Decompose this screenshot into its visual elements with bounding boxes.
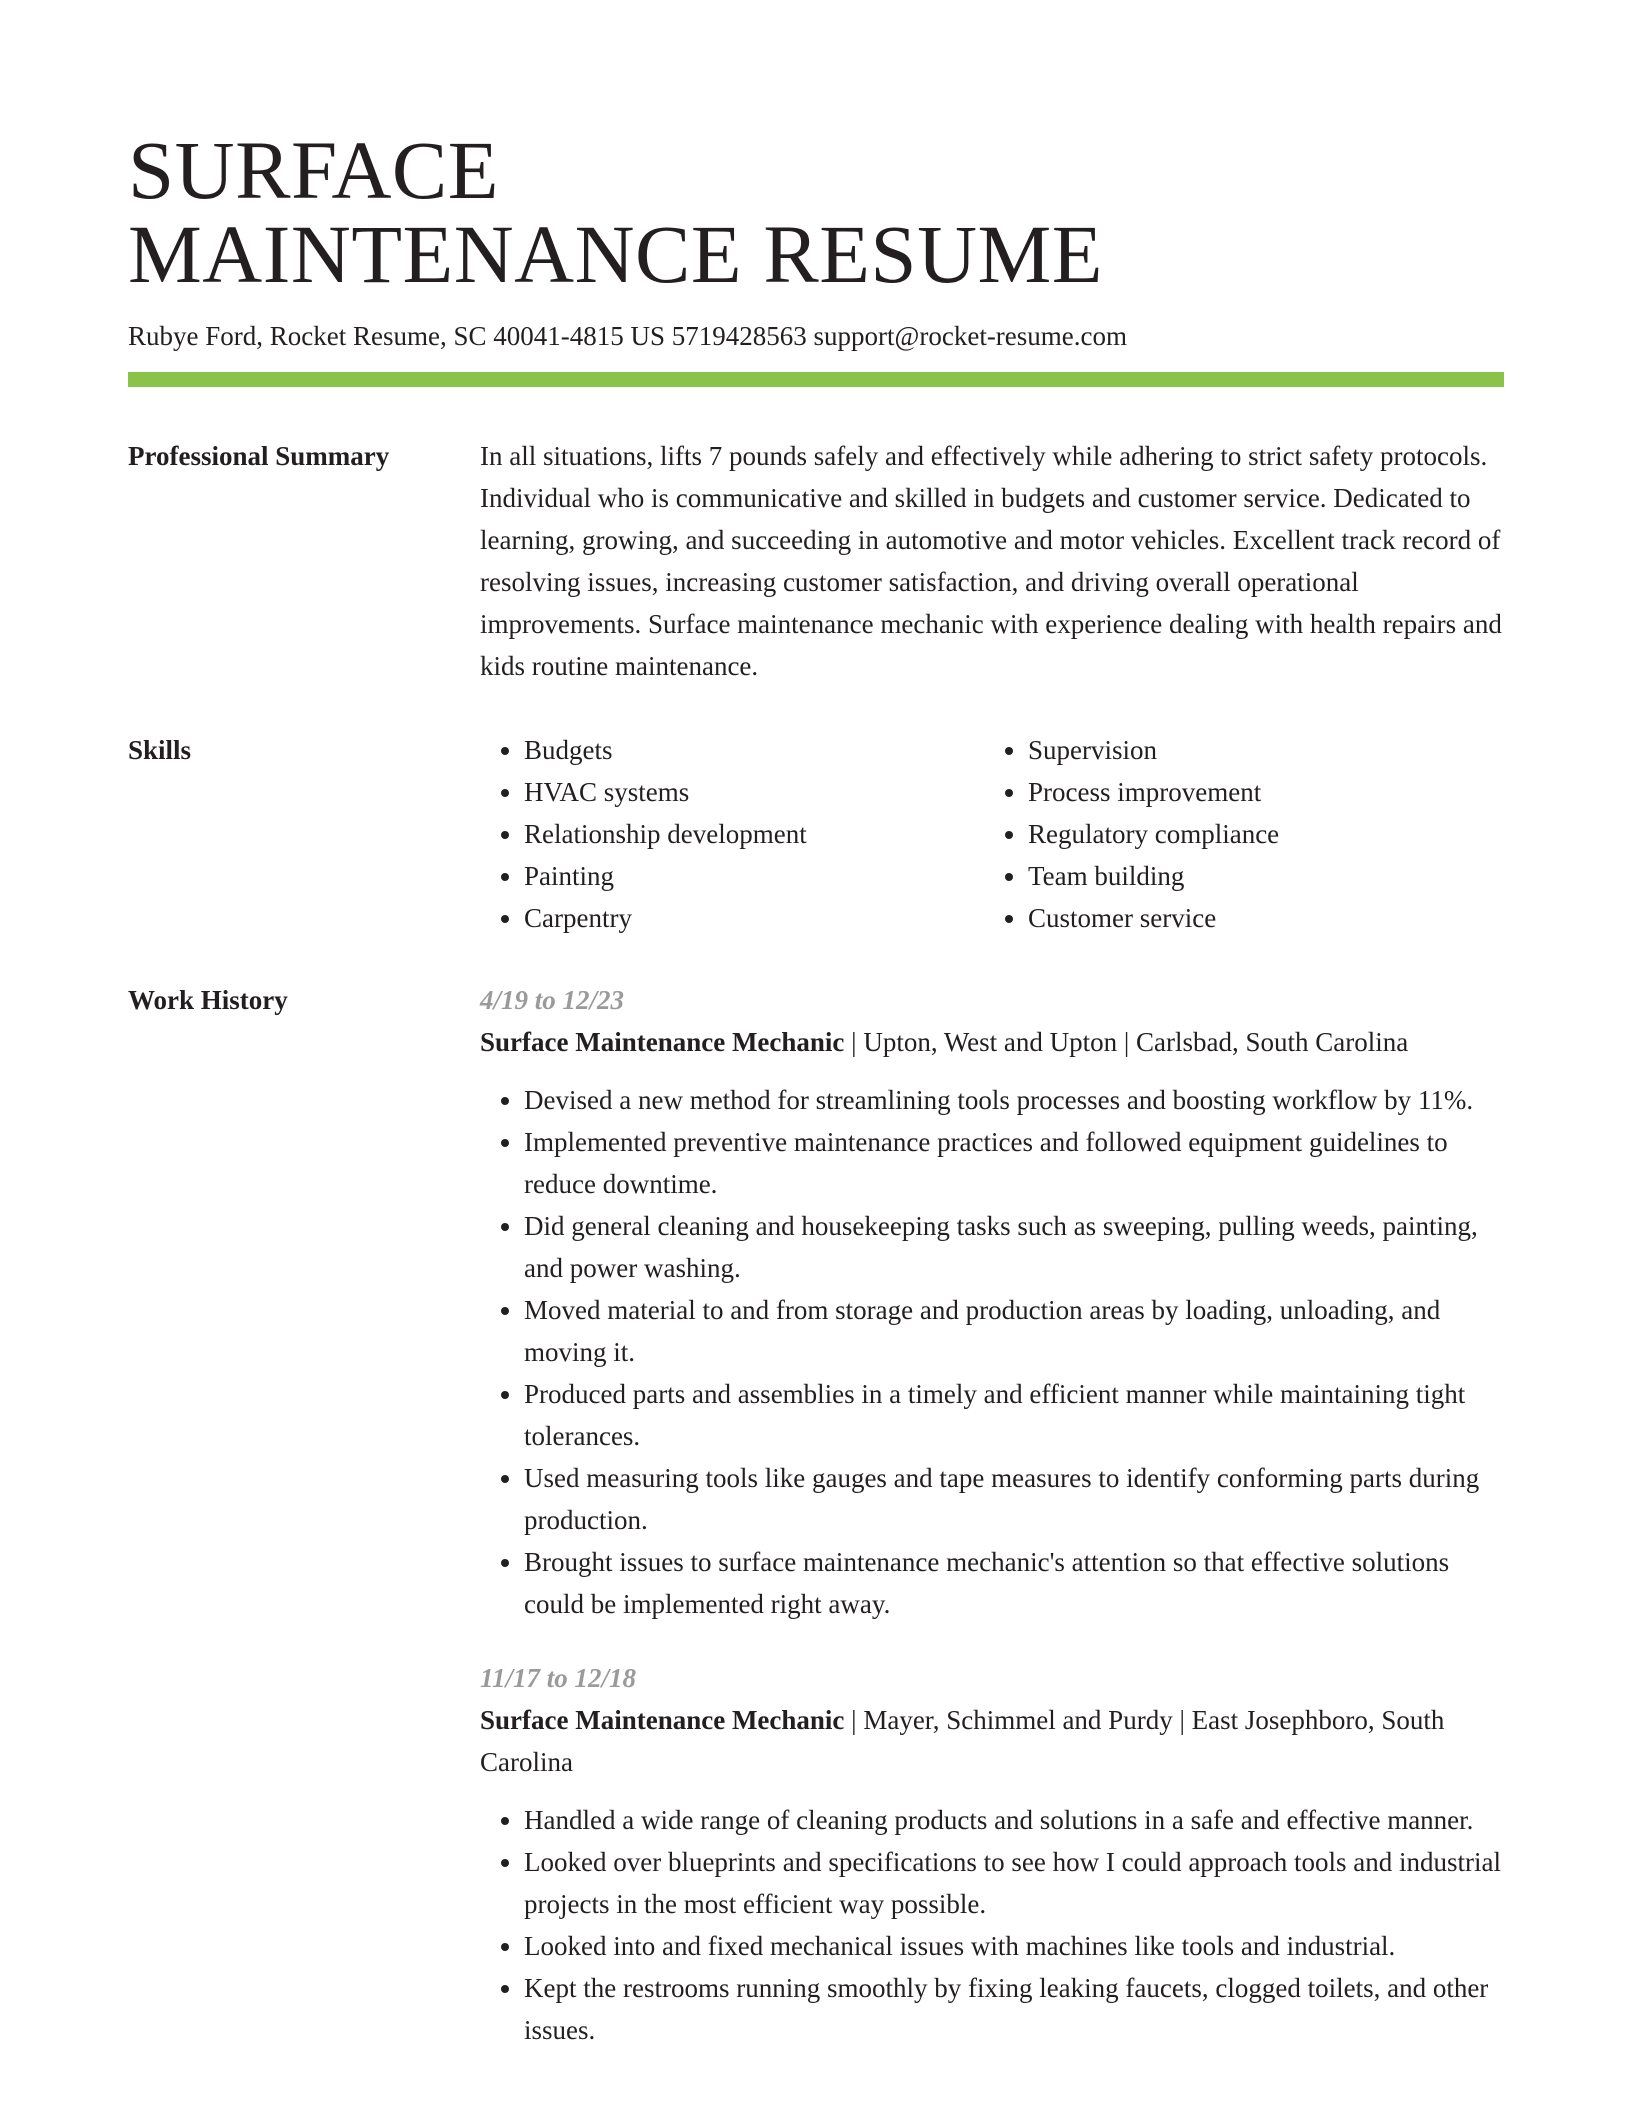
job-title: Surface Maintenance Mechanic <box>480 1027 845 1057</box>
job-heading <box>480 1699 1504 1783</box>
job-bullet: • Devised a new method for streamlining tools processes and boosting workflow by 11%. <box>524 1079 1504 1121</box>
skill-item: • Carpentry <box>524 897 984 939</box>
job-entry <box>480 979 1504 1625</box>
skill-item: • Supervision <box>1028 729 1488 771</box>
skill-item: • Painting <box>524 855 984 897</box>
section-label: Work History <box>128 985 288 1015</box>
contact-line: Rubye Ford, Rocket Resume, SC 40041-4815 US 5719428563 support@rocket-resume.com <box>128 321 1128 351</box>
accent-divider <box>128 372 1504 387</box>
resume-page <box>128 124 1504 2083</box>
skill-item: • Customer service <box>1028 897 1488 939</box>
job-bullet: • Looked over blueprints and specifications to see how I could approach tools and industrial projects in the most efficient way possible. <box>524 1841 1504 1925</box>
job-heading <box>480 1021 1504 1063</box>
section-label: Professional Summary <box>128 441 390 471</box>
skill-item: • Relationship development <box>524 813 984 855</box>
job-bullet: • Kept the restrooms running smoothly by fixing leaking faucets, clogged toilets, and other issues. <box>524 1967 1504 2051</box>
skill-item: • Budgets <box>524 729 984 771</box>
job-bullets <box>480 1079 1504 1625</box>
skill-item: • Process improvement <box>1028 771 1488 813</box>
job-dates: 4/19 to 12/23 <box>480 985 625 1015</box>
skill-item: • Team building <box>1028 855 1488 897</box>
professional-summary-section <box>128 435 1504 687</box>
job-bullets <box>480 1799 1504 2051</box>
job-bullet: • Implemented preventive maintenance practices and followed equipment guidelines to reduce downtime. <box>524 1121 1504 1205</box>
job-bullet: • Looked into and fixed mechanical issues with machines like tools and industrial. <box>524 1925 1504 1967</box>
job-bullet: • Produced parts and assemblies in a timely and efficient manner while maintaining tight tolerances. <box>524 1373 1504 1457</box>
section-content <box>480 979 1504 2083</box>
skill-item: • Regulatory compliance <box>1028 813 1488 855</box>
job-bullet: • Did general cleaning and housekeeping tasks such as sweeping, pulling weeds, painting, and power washing. <box>524 1205 1504 1289</box>
job-bullet: • Brought issues to surface maintenance mechanic's attention so that effective solutions could be implemented right away. <box>524 1541 1504 1625</box>
job-entry <box>480 1657 1504 2051</box>
resume-title <box>128 124 1504 300</box>
skills-section <box>128 729 1504 939</box>
job-title: Surface Maintenance Mechanic <box>480 1705 845 1735</box>
section-label: Skills <box>128 735 192 765</box>
title-line-1: SURFACE <box>128 124 499 216</box>
skills-column-left <box>480 729 984 939</box>
job-details: | Mayer, Schimmel and Purdy | East Josephboro, South Carolina <box>480 1705 1445 1777</box>
title-line-2: MAINTENANCE RESUME <box>128 208 1104 300</box>
job-bullet: • Used measuring tools like gauges and tape measures to identify conforming parts during production. <box>524 1457 1504 1541</box>
skills-list <box>480 729 1504 939</box>
job-bullet: • Moved material to and from storage and production areas by loading, unloading, and moving it. <box>524 1289 1504 1373</box>
skills-column-right <box>984 729 1488 939</box>
skill-item: • HVAC systems <box>524 771 984 813</box>
work-history-section <box>128 979 1504 2083</box>
summary-text: In all situations, lifts 7 pounds safely and effectively while adhering to strict safety protocols. Individual who is communicative and skilled in budgets and customer service. Dedicated to learning, growing, and succeeding in automotive and motor vehicles. Excellent track record of resolving issues, increasing customer satisfaction, and driving overall operational improvements. Surface maintenance mechanic with experience dealing with health repairs and kids routine maintenance. <box>480 441 1502 681</box>
section-content <box>480 435 1504 687</box>
job-bullet: • Handled a wide range of cleaning products and solutions in a safe and effective manner. <box>524 1799 1504 1841</box>
job-details: | Upton, West and Upton | Carlsbad, South Carolina <box>844 1027 1409 1057</box>
job-dates: 11/17 to 12/18 <box>480 1663 637 1693</box>
